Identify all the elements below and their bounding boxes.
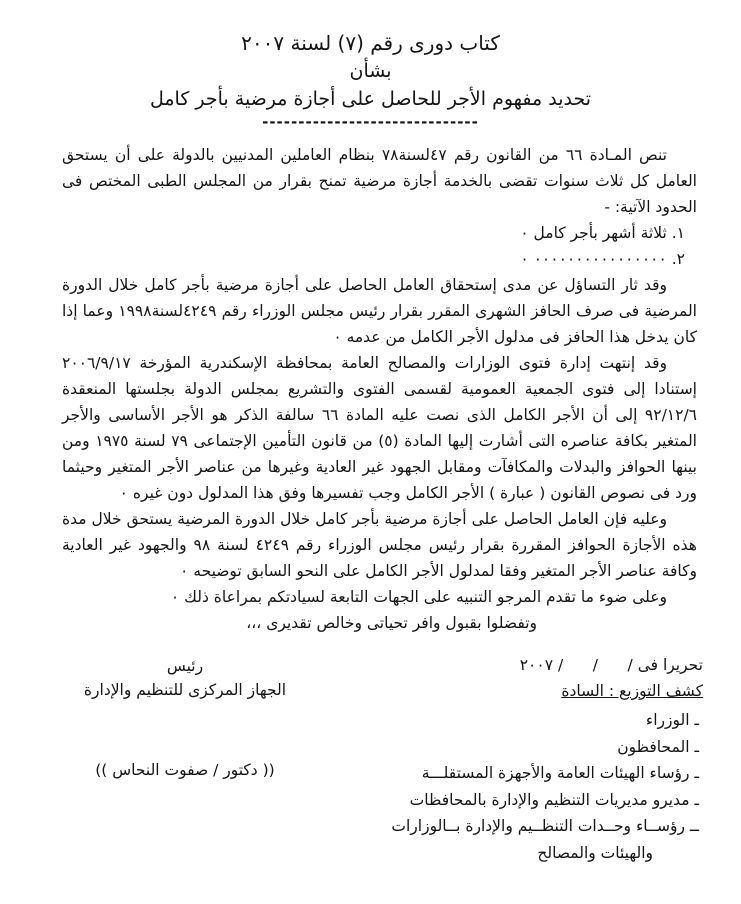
distribution-item-authorities: ـ رؤساء الهيئات العامة والأجهزة المستقلـــة	[421, 764, 699, 782]
signature-block	[28, 652, 342, 782]
distribution-column	[342, 652, 703, 866]
letter-header	[0, 0, 741, 131]
paragraph-fatwa: وقد إنتهت إدارة فتوى الوزارات والمصالح العامة بمحافظة الإسكندرية المؤرخة ٢٠٠٦/٩/١٧ إستنادا إلى فتوى الجمعية العمومية لقسمى الفتوى والتشريع بمجلس الدولة بجلستها المنعقدة ٩٢/١٢/٦ إلى أن الأجر الكامل الذى نصت عليه المادة ٦٦ سالفة الذكر هو الأجر الأساسى والأجر المتغير بكافة عناصره التى أشارت إليها المادة (٥) من قانون التأمين الإجتماعى ٧٩ لسنة ١٩٧٥ ومن بينها الحوافز والبدلات والمكافآت ومقابل الجهود غير العادية وغيرها من عناصر الأجر المتغير وحيثما ورد فى نصوص القانون ( عبارة ) الأجر الكامل وجب تفسيرها وفق هذا المدلول دون غيره ٠	[62, 354, 697, 502]
distribution-item-ministers: ـ الوزراء	[645, 711, 699, 729]
distribution-title: كشف التوزيع : السادة	[561, 682, 703, 700]
signature-name: (( دكتور / صفوت النحاس ))	[95, 761, 275, 779]
closing-salutation: وتفضلوا بقبول وافر تحياتى وخالص تقديرى ،،،	[246, 614, 537, 632]
sick-leave-list	[62, 220, 697, 272]
signature-organization: الجهاز المركزى للتنظيم والإدارة	[83, 681, 287, 699]
paragraph-conclusion: وعليه فإن العامل الحاصل على أجازة مرضية بأجر كامل خلال الدورة المرضية يستحق خلال مدة هذه الأجازة الحوافز المقررة بقرار رئيس مجلس الوزراء رقم ٤٢٤٩ لسنة ٩٨ والجهود غير العادية وكافة عناصر الأجر المتغير وفقا لمدلول الأجر الكامل على النحو السابق توضيحه ٠	[62, 510, 697, 580]
separator-line: ------------------------------	[262, 113, 479, 131]
subject-line: تحديد مفهوم الأجر للحاصل على أجازة مرضية بأجر كامل	[149, 88, 592, 110]
letter-title: كتاب دورى رقم (٧) لسنة ٢٠٠٧	[241, 31, 500, 55]
distribution-list	[342, 707, 699, 866]
letter-body	[0, 131, 741, 636]
paragraph-notice: وعلى ضوء ما تقدم المرجو التنبيه على الجهات التابعة لسيادتكم بمراعاة ذلك ٠	[170, 588, 667, 606]
distribution-item-units-continuation: والهيئات والمصالح	[537, 843, 653, 862]
distribution-item-governors: ـ المحافظون	[617, 737, 699, 756]
paragraph-question: وقد ثار التساؤل عن مدى إستحقاق العامل الحاصل على أجازة مرضية بأجر كامل خلال الدورة المرضية فى صرف الحافز الشهرى المقرر بقرار رئيس مجلس الوزراء رقم ٤٢٤٩لسنة١٩٩٨ وعما إذا كان يدخل هذا الحافز فى مدلول الأجر الكامل من عدمه ٠	[62, 276, 697, 346]
distribution-item-directorates: ـ مديرو مديريات التنظيم والإدارة بالمحافظات	[409, 790, 699, 809]
date-line: تحريرا فى / / / ٢٠٠٧	[519, 656, 703, 674]
paragraph-law: تنص المـادة ٦٦ من القانون رقم ٤٧لسنة٧٨ بنظام العاملين المدنيين بالدولة على أن يستحق العامل كل ثلاث سنوات تقضى بالخدمة أجازة مرضية تمنح بقرار من المجلس الطبى المختص فى الحدود الآتية: -	[62, 146, 697, 216]
signature-title: رئيس	[166, 657, 204, 675]
subject-label: بشأن	[349, 60, 392, 82]
letter-footer	[0, 636, 741, 866]
leave-list-item-1: ١. ثلاثة أشهر بأجر كامل ٠	[520, 224, 685, 242]
distribution-item-units: ــ رؤســاء وحــدات التنظــيم والإدارة بــالوزارات	[391, 817, 699, 835]
leave-list-item-2: ٢. ٠٠٠٠٠٠٠٠٠٠٠٠٠٠٠٠ ٠	[520, 250, 685, 268]
